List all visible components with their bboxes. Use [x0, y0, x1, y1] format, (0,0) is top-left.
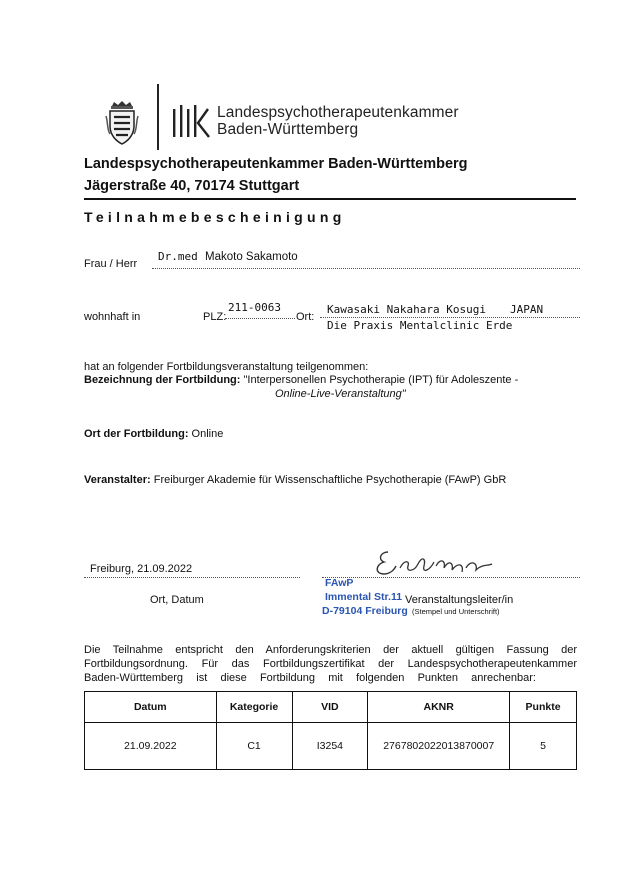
lpk-logo-icon [172, 103, 212, 139]
note-line3: Baden-Württemberg ist diese Fortbildung mit folgenden Punkten anrechenbar: [84, 672, 536, 684]
event-designation [84, 374, 518, 386]
designation-label: Bezeichnung der Fortbildung: [84, 374, 241, 386]
header-kategorie: Kategorie [216, 692, 292, 723]
organizer-label: Veranstalter: [84, 474, 151, 486]
organization-address: Jägerstraße 40, 70174 Stuttgart [84, 178, 300, 194]
location-label: Ort der Fortbildung: [84, 428, 189, 440]
event-location [84, 428, 223, 440]
cell-datum: 21.09.2022 [85, 723, 217, 770]
ort-underline [320, 317, 580, 318]
ort-country: JAPAN [510, 303, 544, 316]
logo-name-line1: Landespsychotherapeutenkammer [217, 104, 459, 121]
header-rule [84, 198, 576, 200]
stamp-line2: Immental Str.11 [325, 591, 403, 603]
plz-label: PLZ: [203, 311, 227, 323]
cell-punkte: 5 [510, 723, 577, 770]
table-header-row [85, 692, 577, 723]
organizer-role-label: Veranstaltungsleiter/in [405, 594, 514, 606]
table-row [85, 723, 577, 770]
name-underline [152, 268, 580, 269]
cell-kategorie: C1 [216, 723, 292, 770]
ort-line2: Die Praxis Mentalclinic Erde [327, 319, 513, 332]
name-title-prefix: Dr.med [158, 250, 198, 263]
points-table [84, 691, 577, 770]
cell-vid: I3254 [292, 723, 368, 770]
coat-of-arms-icon [104, 100, 140, 146]
header-punkte: Punkte [510, 692, 577, 723]
salutation-label: Frau / Herr [84, 258, 138, 270]
cell-aknr: 2767802022013870007 [368, 723, 510, 770]
residence-label: wohnhaft in [84, 311, 141, 323]
location-value: Online [191, 428, 224, 440]
event-intro: hat an folgender Fortbildungsveranstaltung teilgenommen: [84, 361, 369, 373]
logo-name-line2: Baden-Württemberg [217, 121, 359, 138]
note-line1: Die Teilnahme entspricht den Anforderungskriterien der aktuell gültigen Fassung der [84, 644, 577, 656]
organizer-role-sub: (Stempel und Unterschrift) [412, 607, 500, 616]
logo-divider [157, 84, 159, 150]
note-line2: Fortbildungsordnung. Für das Fortbildungszertifikat der Landespsychotherapeutenkammer [84, 658, 577, 670]
designation-value-line2: Online-Live-Veranstaltung" [275, 388, 406, 400]
place-date-label: Ort, Datum [150, 594, 204, 606]
header-datum: Datum [85, 692, 217, 723]
place-date-value: Freiburg, 21.09.2022 [90, 563, 193, 575]
document-title: Teilnahmebescheinigung [84, 209, 346, 225]
place-date-underline [84, 577, 300, 578]
header-aknr: AKNR [368, 692, 510, 723]
organization-name: Landespsychotherapeutenkammer Baden-Württemberg [84, 156, 468, 172]
participant-name: Makoto Sakamoto [205, 251, 298, 263]
ort-line1: Kawasaki Nakahara Kosugi [327, 303, 486, 316]
organizer-value: Freiburger Akademie für Wissenschaftliche Psychotherapie (FAwP) GbR [153, 474, 507, 486]
plz-underline [225, 318, 295, 319]
signature-underline [322, 577, 580, 578]
ort-label: Ort: [296, 311, 315, 323]
designation-value-line1: "Interpersonellen Psychotherapie (IPT) für Adoleszente - [243, 374, 519, 386]
header-vid: VID [292, 692, 368, 723]
event-organizer [84, 474, 506, 486]
stamp-line3: D-79104 Freiburg [322, 605, 408, 617]
stamp-line1: FAwP [325, 577, 354, 589]
plz-value: 211-0063 [228, 301, 281, 314]
